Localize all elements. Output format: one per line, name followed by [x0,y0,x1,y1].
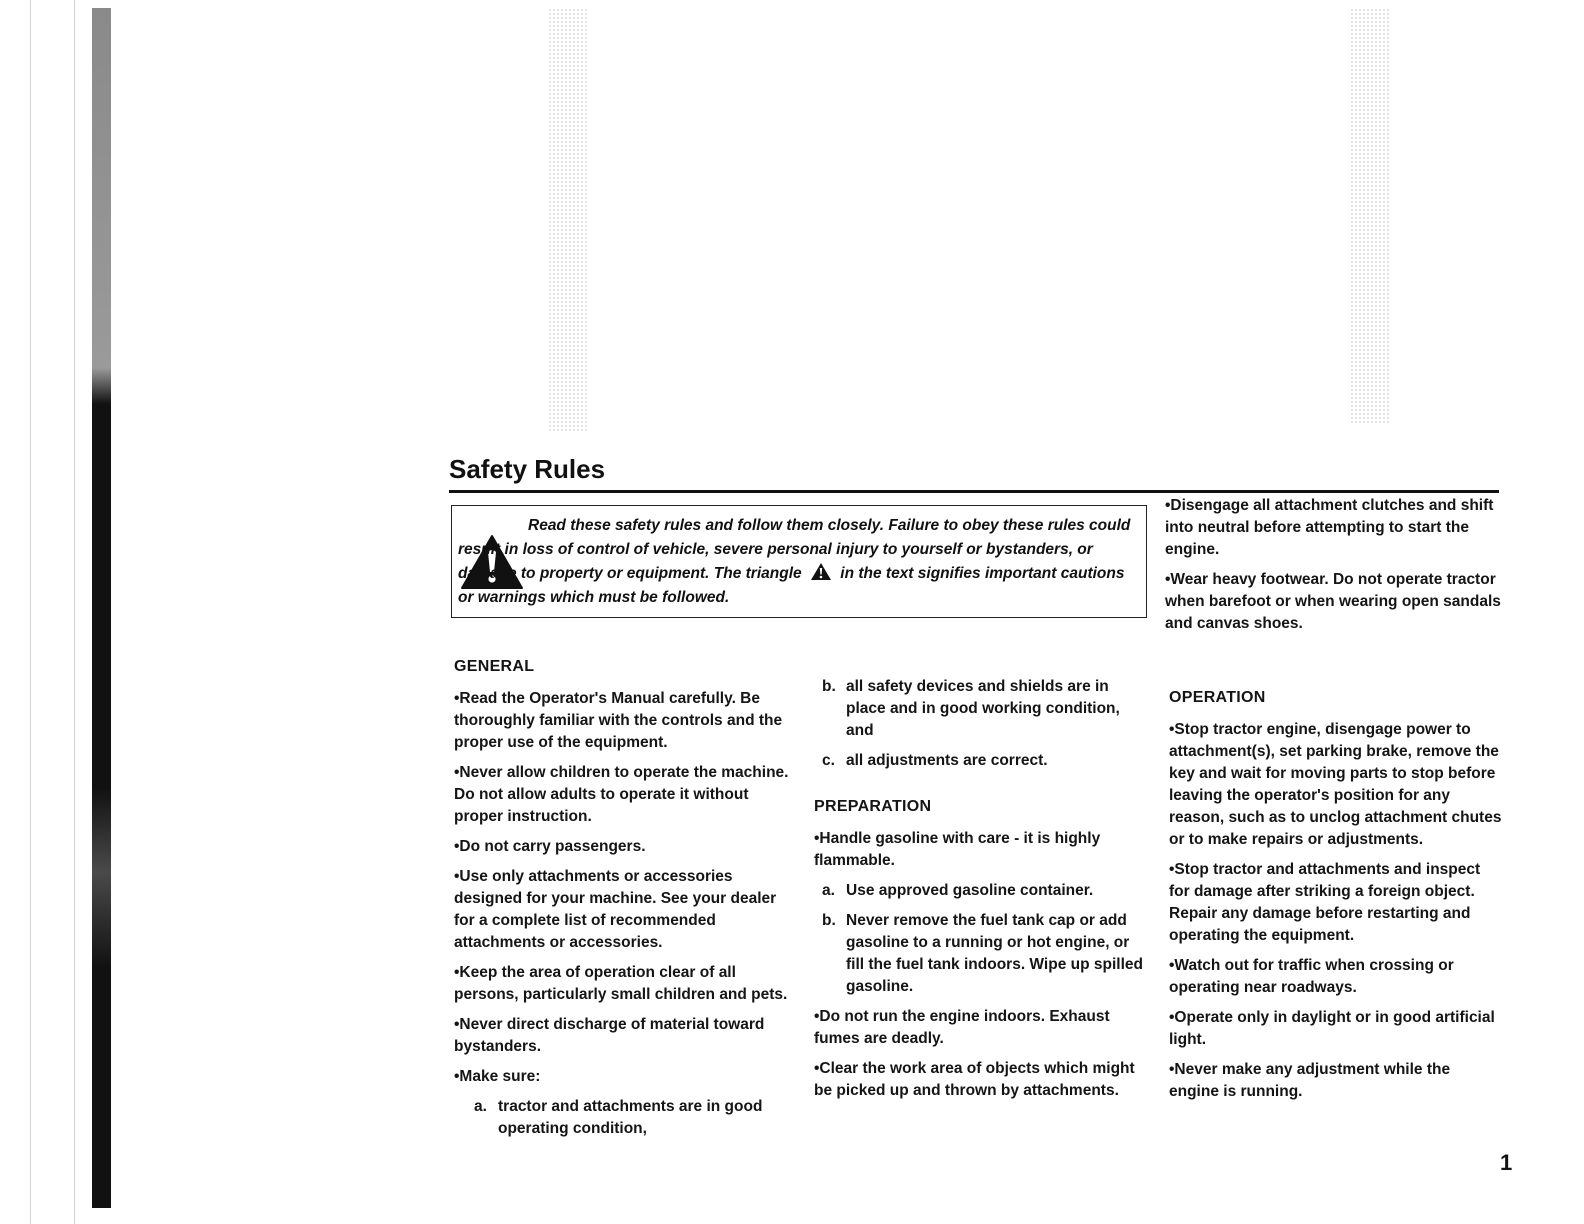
sub-text: all adjustments are correct. [846,752,1048,769]
operation-item: •Watch out for traffic when crossing or operating near roadways. [1169,957,1454,996]
general-column [454,656,794,1148]
safety-warning-box [451,505,1147,618]
rule-item: •Disengage all attachment clutches and shift into neutral before attempting to start the engine. [1165,497,1494,558]
rules-column-top [1165,495,1503,643]
title-divider [449,490,1499,493]
operation-item: •Stop tractor engine, disengage power to attachment(s), set parking brake, remove the key and wait for moving parts to stop before leaving the operator's position for any reason, such as to unclog attachment chutes or to make repairs or adjustments. [1169,721,1502,848]
general-sub-item [822,750,1148,772]
sub-text: Never remove the fuel tank cap or add gasoline to a running or hot engine, or fill the fuel tank indoors. Wipe up spilled gasoline. [846,912,1143,995]
preparation-item: •Handle gasoline with care - it is highly flammable. [814,830,1101,869]
page-title: Safety Rules [449,454,606,484]
scan-artifact [1350,8,1390,423]
sub-label: b. [822,912,836,929]
sub-label: c. [822,752,835,769]
sub-text: tractor and attachments are in good operating condition, [498,1098,763,1137]
preparation-heading: PREPARATION [814,798,932,815]
page-number: 1 [1500,1150,1513,1175]
operation-item: •Operate only in daylight or in good artificial light. [1169,1009,1495,1048]
sub-text: Use approved gasoline container. [846,882,1094,899]
general-item: •Never direct discharge of material toward bystanders. [454,1016,765,1055]
general-item: •Do not carry passengers. [454,838,646,855]
general-heading: GENERAL [454,658,535,675]
operation-column [1169,687,1503,1111]
preparation-item: •Clear the work area of objects which might be picked up and thrown by attachments. [814,1060,1135,1099]
warning-text-start: Read these safety rules and follow them closely. Failure to obey these rules could result in loss of control of vehicle, severe personal injury to yourself or bystanders, or damage to property or equipment. The triangle [458,517,1131,582]
scan-artifact [548,8,588,433]
general-sub-item [822,676,1148,742]
preparation-sub-item [822,880,1148,902]
preparation-column [814,676,1148,1110]
preparation-sub-item [822,910,1148,998]
sub-label: a. [474,1098,487,1115]
page-edge-line [30,0,31,1224]
warning-triangle-icon [810,562,832,581]
operation-heading: OPERATION [1169,689,1266,706]
warning-text [458,514,1142,610]
general-item: •Use only attachments or accessories designed for your machine. See your dealer for a complete list of recommended attachments or accessories. [454,868,777,951]
general-item: •Never allow children to operate the machine. Do not allow adults to operate it without proper instruction. [454,764,789,825]
page-edge-line [74,0,75,1224]
sub-label: a. [822,882,835,899]
rule-item: •Wear heavy footwear. Do not operate tractor when barefoot or when wearing open sandals and canvas shoes. [1165,571,1501,632]
general-item: •Read the Operator's Manual carefully. Be thoroughly familiar with the controls and the proper use of the equipment. [454,690,783,751]
sub-text: all safety devices and shields are in place and in good working condition, and [846,678,1120,739]
warning-text-end: in the text signifies important cautions or warnings which must be followed. [458,565,1125,606]
sub-label: b. [822,678,836,695]
operation-item: •Stop tractor and attachments and inspect for damage after striking a foreign object. Repair any damage before restarting and operating the equipment. [1169,861,1481,944]
general-item: •Keep the area of operation clear of all persons, particularly small children and pets. [454,964,788,1003]
operation-item: •Never make any adjustment while the engine is running. [1169,1061,1451,1100]
binding-strip [92,8,111,1208]
preparation-item: •Do not run the engine indoors. Exhaust fumes are deadly. [814,1008,1110,1047]
general-item: •Make sure: [454,1068,541,1085]
general-sub-item [474,1096,794,1140]
